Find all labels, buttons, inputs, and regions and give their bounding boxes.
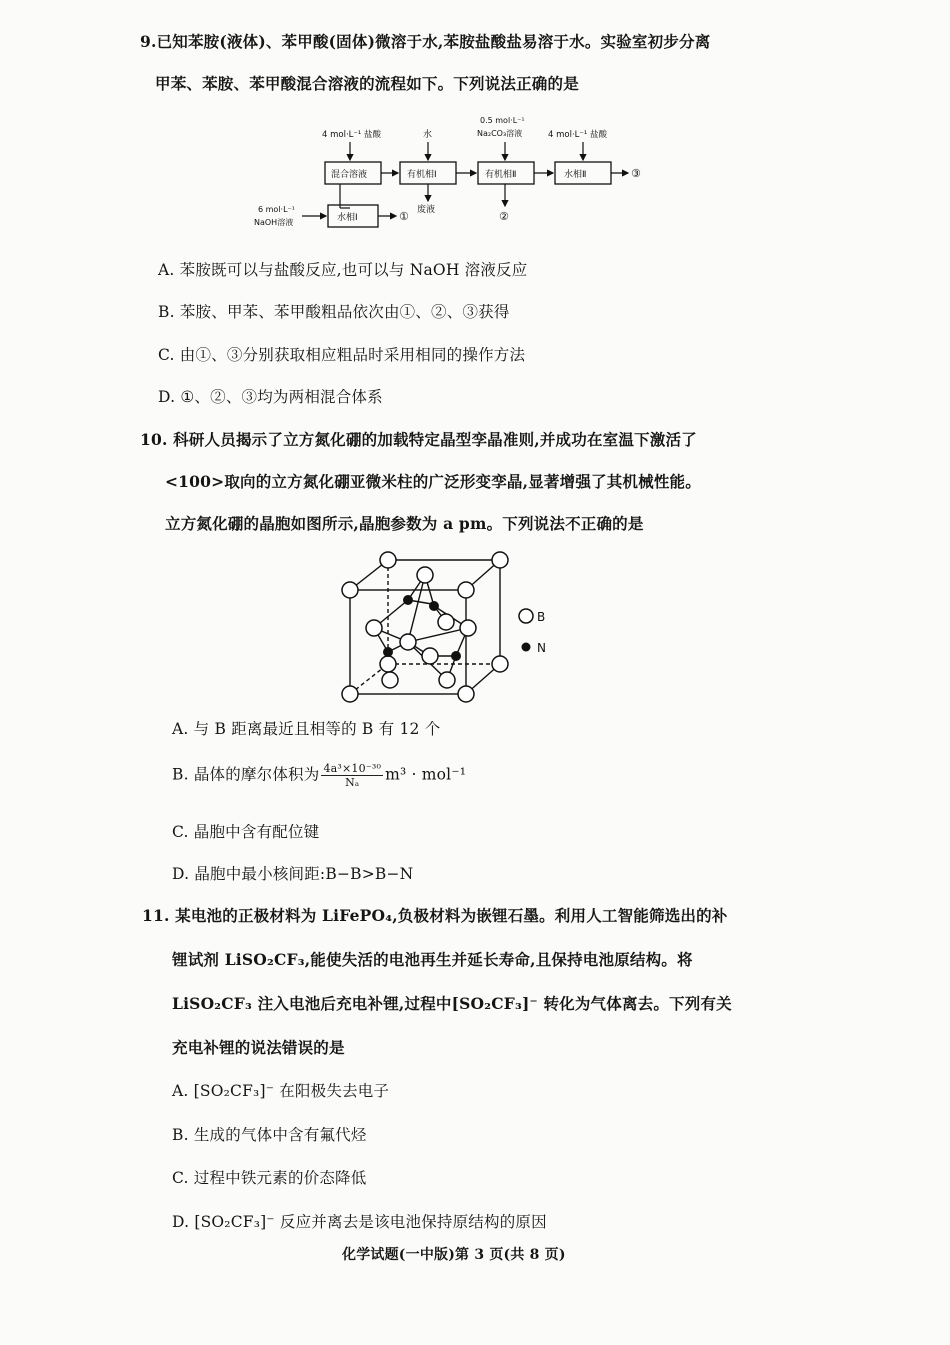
legend-n-dot bbox=[522, 643, 531, 652]
q9-option-c: C. 由①、③分别获取相应粗品时采用相同的操作方法 bbox=[158, 346, 526, 364]
label-naoh-b: NaOH溶液 bbox=[254, 218, 294, 227]
svg-text:有机相Ⅰ: 有机相Ⅰ bbox=[407, 170, 437, 180]
q10-option-d: D. 晶胞中最小核间距:B−B>B−N bbox=[172, 865, 414, 883]
q9-option-b: B. 苯胺、甲苯、苯甲酸粗品依次由①、②、③获得 bbox=[158, 303, 510, 321]
cubic-bn-unit-cell bbox=[330, 548, 570, 708]
fraction-denominator: Nₐ bbox=[345, 776, 360, 789]
svg-text:混合溶液: 混合溶液 bbox=[331, 170, 368, 180]
molar-volume-fraction bbox=[321, 762, 383, 789]
q10-option-c: C. 晶胞中含有配位键 bbox=[172, 823, 320, 841]
label-hcl-1: 4 mol·L⁻¹ 盐酸 bbox=[322, 130, 381, 140]
q10-option-b bbox=[172, 762, 466, 789]
q11-option-c: C. 过程中铁元素的价态降低 bbox=[172, 1169, 367, 1187]
q11-option-a: A. [SO₂CF₃]⁻ 在阳极失去电子 bbox=[172, 1082, 390, 1100]
q10-option-a: A. 与 B 距离最近且相等的 B 有 12 个 bbox=[172, 720, 441, 738]
q10-option-b-unit: m³ · mol⁻¹ bbox=[385, 765, 467, 784]
q10-stem-line2: <100>取向的立方氮化硼亚微米柱的广泛形变孪晶,显著增强了其机械性能。 bbox=[165, 472, 701, 491]
q10-option-b-prefix: B. 晶体的摩尔体积为 bbox=[172, 765, 320, 784]
label-na2co3-b: Na₂CO₃溶液 bbox=[477, 129, 523, 138]
label-na2co3-a: 0.5 mol·L⁻¹ bbox=[480, 116, 525, 125]
q9-stem-line2: 甲苯、苯胺、苯甲酸混合溶液的流程如下。下列说法正确的是 bbox=[155, 74, 579, 93]
legend-n-label: N bbox=[537, 641, 546, 655]
label-waste: 废液 bbox=[417, 205, 436, 215]
svg-text:有机相Ⅱ: 有机相Ⅱ bbox=[485, 170, 517, 180]
separation-flowchart bbox=[240, 108, 680, 238]
output-2: ② bbox=[499, 210, 509, 223]
label-naoh-a: 6 mol·L⁻¹ bbox=[258, 205, 295, 214]
svg-text:水相Ⅱ: 水相Ⅱ bbox=[564, 170, 587, 180]
q11-option-b: B. 生成的气体中含有氟代烃 bbox=[172, 1126, 367, 1144]
q11-stem-line3: LiSO₂CF₃ 注入电池后充电补锂,过程中[SO₂CF₃]⁻ 转化为气体离去。下列有关 bbox=[172, 994, 732, 1013]
q10-stem-line1: 10. 科研人员揭示了立方氮化硼的加载特定晶型孪晶准则,并成功在室温下激活了 bbox=[140, 430, 697, 449]
label-water: 水 bbox=[423, 130, 433, 140]
q9-option-a: A. 苯胺既可以与盐酸反应,也可以与 NaOH 溶液反应 bbox=[158, 261, 528, 279]
page-footer: 化学试题(一中版)第 3 页(共 8 页) bbox=[342, 1247, 566, 1263]
q11-option-d: D. [SO₂CF₃]⁻ 反应并离去是该电池保持原结构的原因 bbox=[172, 1213, 547, 1231]
legend-b-label: B bbox=[537, 610, 546, 624]
q9-option-d: D. ①、②、③均为两相混合体系 bbox=[158, 388, 383, 406]
output-3: ③ bbox=[631, 167, 641, 180]
svg-text:水相Ⅰ: 水相Ⅰ bbox=[337, 213, 358, 223]
q9-stem-line1: 9.已知苯胺(液体)、苯甲酸(固体)微溶于水,苯胺盐酸盐易溶于水。实验室初步分离 bbox=[140, 32, 711, 51]
output-1: ① bbox=[399, 210, 409, 223]
q11-stem-line1: 11. 某电池的正极材料为 LiFePO₄,负极材料为嵌锂石墨。利用人工智能筛选出的补 bbox=[142, 906, 728, 925]
q11-stem-line2: 锂试剂 LiSO₂CF₃,能使失活的电池再生并延长寿命,且保持电池原结构。将 bbox=[172, 950, 693, 969]
q11-stem-line4: 充电补锂的说法错误的是 bbox=[172, 1038, 345, 1057]
q10-stem-line3: 立方氮化硼的晶胞如图所示,晶胞参数为 a pm。下列说法不正确的是 bbox=[165, 514, 644, 533]
legend-b-circle bbox=[519, 609, 533, 623]
label-hcl-2: 4 mol·L⁻¹ 盐酸 bbox=[548, 130, 607, 140]
fraction-numerator: 4a³×10⁻³⁰ bbox=[323, 762, 382, 775]
